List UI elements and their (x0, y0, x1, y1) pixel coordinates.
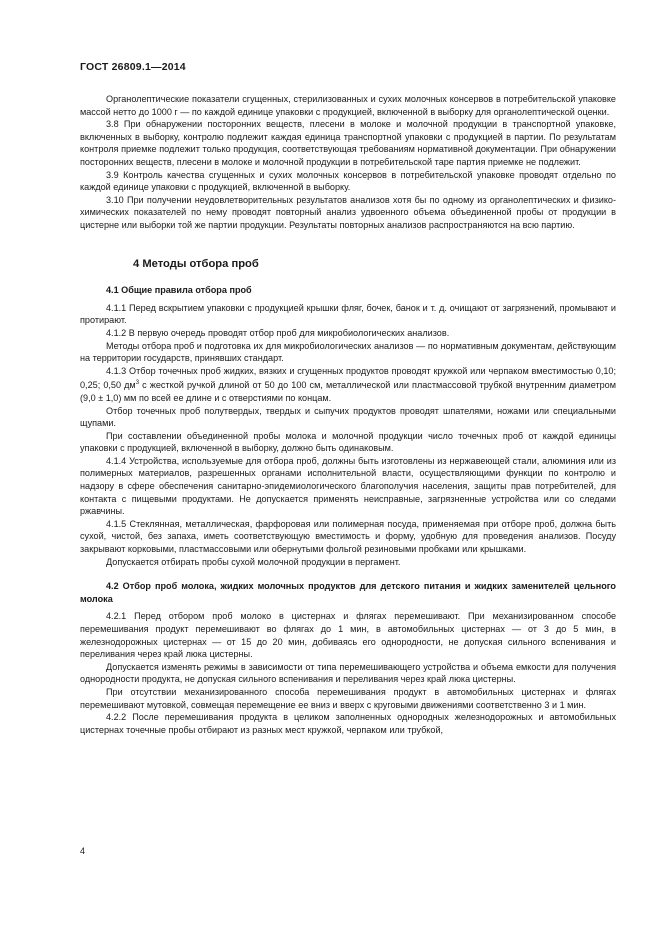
paragraph: Допускается отбирать пробы сухой молочной продукции в пергамент. (106, 556, 401, 567)
paragraph: Допускается изменять режимы в зависимости от типа перемешивающего устройства и объема емкости для получения однородности продукта, не допуская сильного вспенивания и переливания через край люка цистерны. (80, 661, 616, 685)
page-header-doc-code: ГОСТ 26809.1—2014 (80, 61, 186, 73)
paragraph-4-1-4: 4.1.4 Устройства, используемые для отбора проб, должны быть изготовлены из нержавеющей стали, алюминия или из полимерных материалов, разрешенных органами исполнительной власти, осуществляющими функции по контролю и надзору в сфере обеспечения санитарно-эпидемиологического благополучия населения, защиты прав потребителей, для контакта с пищевыми продуктами. Не допускается применять неисправные, загрязненные устройства или со следами ржавчины. (80, 455, 616, 517)
paragraph-4-1-2: 4.1.2 В первую очередь проводят отбор проб для микробиологических анализов. (106, 327, 450, 338)
paragraph: При составлении объединенной пробы молока и молочной продукции число точечных проб от каждой единицы упаковки с продукцией, включенной в выборку, должно быть одинаковым. (80, 430, 616, 454)
paragraph: Отбор точечных проб полутвердых, твердых и сыпучих продуктов проводят шпателями, ножами или специальными щупами. (80, 405, 616, 429)
superscript: 3 (135, 380, 140, 387)
paragraph: Органолептические показатели сгущенных, стерилизованных и сухих молочных консервов в потребительской упаковке массой нетто до 1000 г — по каждой единице упаковки с продукцией, включенной в выборку для органолептической оценки. (80, 94, 616, 117)
paragraph-4-1-1: 4.1.1 Перед вскрытием упаковки с продукцией крышки фляг, бочек, банок и т. д. очищают от загрязнений, промывают и протирают. (80, 302, 616, 326)
paragraph: Методы отбора проб и подготовка их для микробиологических анализов — по нормативным документам, действующим на территории государств, принявших стандарт. (80, 340, 616, 364)
paragraph-4-1-3 (80, 365, 616, 405)
section-4-title: 4 Методы отбора проб (133, 257, 259, 270)
subsection-4-2-title: 4.2 Отбор проб молока, жидких молочных продуктов для детского питания и жидких заменителей цельного молока (80, 581, 616, 604)
paragraph-4-1-5: 4.1.5 Стеклянная, металлическая, фарфоровая или полимерная посуда, применяемая при отборе проб, должна быть сухой, чистой, без запаха, иметь соответствующую вместимость и форму, удобную для проведения анализов. Посуду закрывают корковыми, пластмассовыми или обернутыми фольгой резиновыми пробками или крышками. (80, 518, 616, 555)
paragraph: При отсутствии механизированного способа перемешивания продукт в автомобильных цистернах и флягах перемешивают мутовкой, совмещая перемещение ее вниз и вверх с круговыми движениями соответственно 3 и 1 мин. (80, 686, 616, 710)
text-run: с жесткой ручкой длиной от 50 до 100 см, металлической или пластмассовой трубкой внутренним диаметром (9,0 ± 1,0) мм по всей ее длине и с отверстиями по концам. (80, 380, 616, 403)
document-body (80, 93, 616, 736)
paragraph-4-2-1: 4.2.1 Перед отбором проб молоко в цистернах и флягах перемешивают. При механизированном способе перемешивания продукт перемешивают во флягах до 1 мин, в автомобильных цистернах — от 3 до 5 мин, в железнодорожных цистернах — от 15 до 20 мин, добиваясь его однородности, не допуская сильного вспенивания и переливания через край люка цистерны. (80, 611, 616, 660)
page-number: 4 (80, 846, 86, 856)
paragraph-4-2-2: 4.2.2 После перемешивания продукта в целиком заполненных однородных железнодорожных и автомобильных цистернах точечные пробы отбирают из разных мест кружкой, черпаком или трубкой, (80, 712, 616, 735)
paragraph-3-9: 3.9 Контроль качества сгущенных и сухих молочных консервов в потребительской упаковке проводят отдельно по каждой единице упаковки с продукцией, включенной в выборку. (80, 169, 616, 193)
paragraph-3-8: 3.8 При обнаружении посторонних веществ, плесени в молоке и молочной продукции в транспортной упаковке, включенных в выборку, контролю подлежит каждая единица транспортной упаковки с продукцией в партии. По результатам контроля приемке подлежит только продукция, соответствующая требованиям нормативной документации. При обнаружении посторонних веществ, плесени в молоке и молочной продукции в потребительской таре партия приемке не подлежит. (80, 119, 616, 167)
text-run: 4.1.3 Отбор точечных проб жидких, вязких и сгущенных продуктов проводят кружкой или черпаком вместимостью 0,10; 0,25; 0,50 дм (80, 365, 616, 391)
subsection-4-1-title: 4.1 Общие правила отбора проб (106, 285, 252, 296)
paragraph-3-10: 3.10 При получении неудовлетворительных результатов анализов хотя бы по одному из органолептических и физико-химических показателей по нему проводят повторный анализ удвоенного объема объединенной пробы от продукции в цистерне или выборки той же партии продукции. Результаты повторных анализов распространяются на всю партию. (80, 194, 616, 230)
